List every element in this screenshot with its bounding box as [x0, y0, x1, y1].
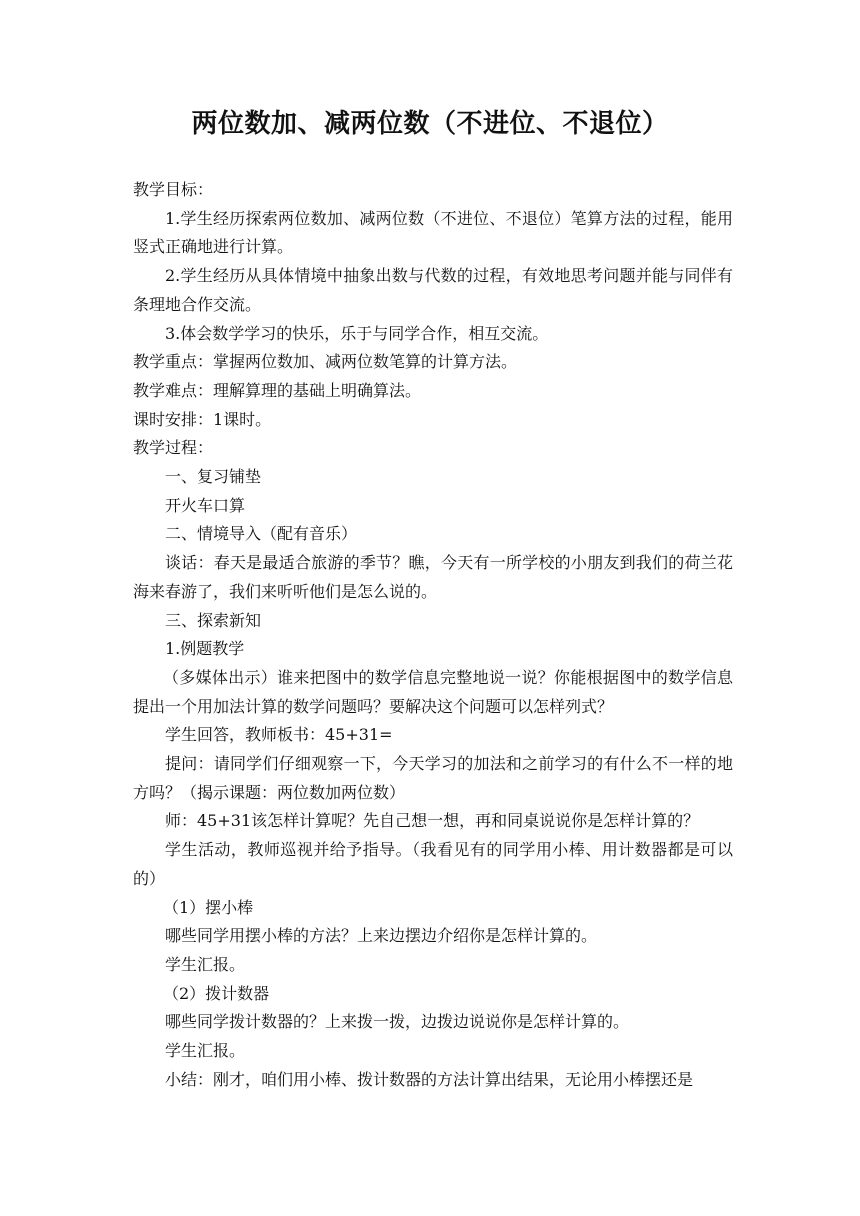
schedule-line: 课时安排：1课时。 [133, 409, 272, 429]
difficulty-line: 教学难点：理解算理的基础上明确算法。 [133, 380, 422, 400]
subheading-sticks: （1）摆小棒 [163, 897, 254, 917]
document-title: 两位数加、减两位数（不进位、不退位） [191, 109, 669, 139]
paragraph-sticks: 哪些同学用摆小棒的方法？上来边摆边介绍你是怎样计算的。 [165, 926, 598, 946]
key-point-line: 教学重点：掌握两位数加、减两位数笔算的计算方法。 [133, 352, 518, 372]
paragraph-report-2: 学生汇报。 [165, 1041, 246, 1061]
paragraph-multimedia: （多媒体出示）谁来把图中的数学信息完整地说一说？你能根据图中的数学信息提出一个用加法计算的数学问题吗？要解决这个问题可以怎样列式？ [133, 667, 733, 716]
section-heading-explore: 三、探索新知 [165, 610, 262, 630]
paragraph-talk: 谈话：春天是最适合旅游的季节？瞧，今天有一所学校的小朋友到我们的荷兰花海来春游了，我们来听听他们是怎么说的。 [133, 553, 733, 601]
paragraph-question: 提问：请同学们仔细观察一下，今天学习的加法和之前学习的有什么不一样的地方吗？（揭示课题：两位数加两位数） [133, 754, 733, 802]
objective-item-3: 3.体会数学学习的快乐，乐于与同学合作，相互交流。 [165, 323, 549, 343]
paragraph-board-writing: 学生回答，教师板书：45+31= [165, 725, 393, 745]
objectives-heading: 教学目标： [133, 180, 214, 199]
paragraph-report-1: 学生汇报。 [165, 954, 246, 974]
paragraph-teacher: 师：45+31该怎样计算呢？先自己想一想，再和同桌说说你是怎样计算的？ [165, 811, 700, 831]
paragraph-activity: 学生活动，教师巡视并给予指导。（我看见有的同学用小棒、用计数器都是可以的） [133, 840, 733, 888]
subheading-example: 1.例题教学 [165, 639, 245, 659]
section-heading-review: 一、复习铺垫 [165, 467, 262, 487]
paragraph-train-oral: 开火车口算 [165, 495, 246, 515]
paragraph-summary: 小结：刚才，咱们用小棒、拨计数器的方法计算出结果，无论用小棒摆还是 [165, 1069, 694, 1089]
document-body [133, 176, 733, 1095]
section-heading-scenario: 二、情境导入（配有音乐） [165, 524, 358, 544]
objective-item-2: 2.学生经历从具体情境中抽象出数与代数的过程，有效地思考问题并能与同伴有条理地合作交流。 [133, 266, 733, 314]
subheading-abacus: （2）拨计数器 [163, 983, 270, 1003]
paragraph-abacus: 哪些同学拨计数器的？上来拨一拨，边拨边说说你是怎样计算的。 [165, 1012, 630, 1032]
objective-item-1: 1.学生经历探索两位数加、减两位数（不进位、不退位）笔算方法的过程，能用竖式正确地进行计算。 [133, 208, 733, 257]
process-heading: 教学过程： [133, 438, 214, 458]
